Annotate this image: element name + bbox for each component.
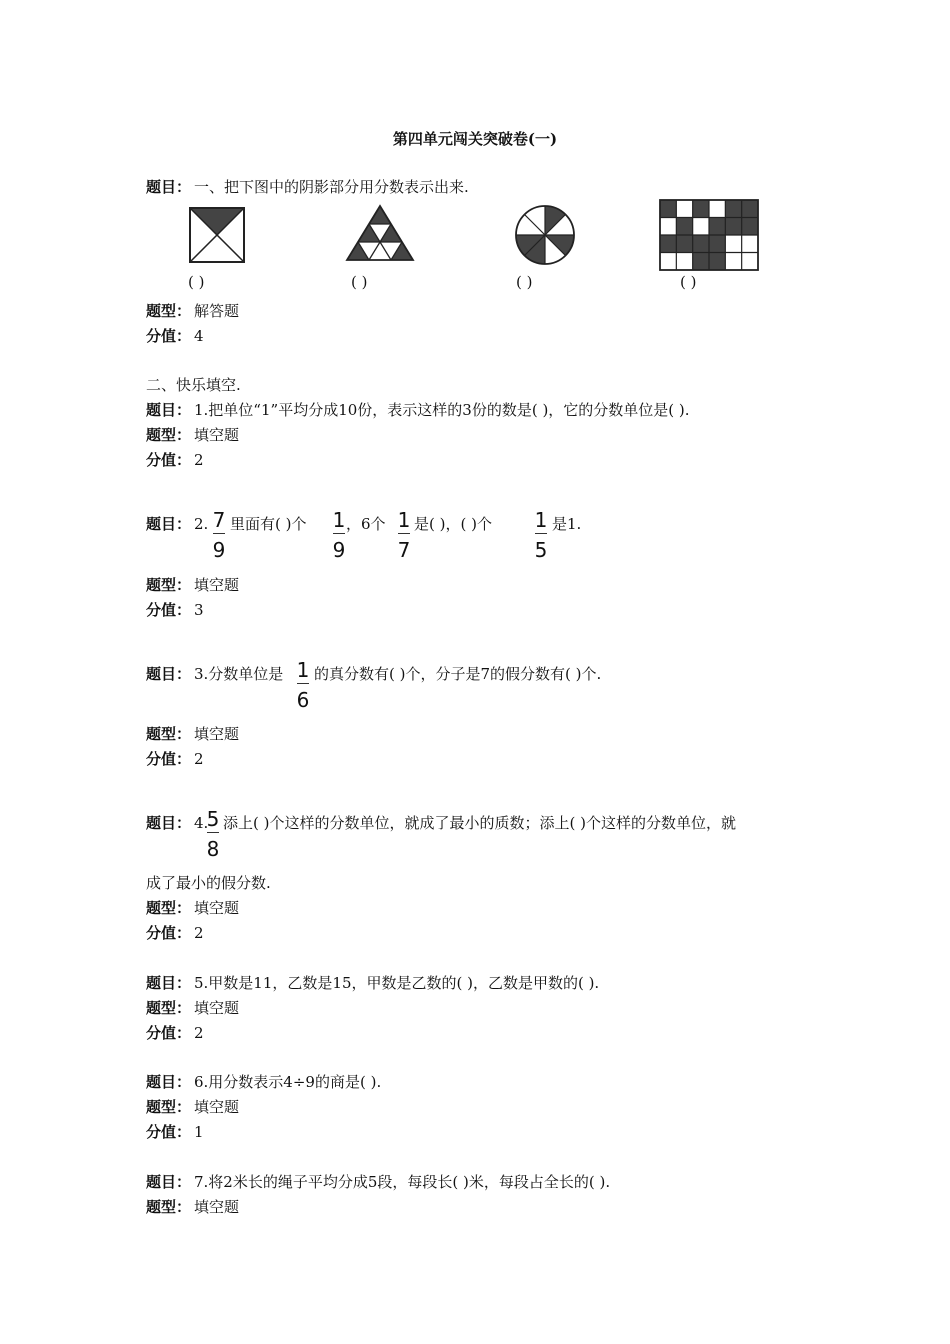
question-label: 题目： (146, 974, 192, 992)
fraction-bar (333, 533, 345, 534)
type-label: 题型： (146, 1198, 192, 1216)
question-label: 题目： (146, 814, 192, 832)
question-label: 题目： (146, 401, 192, 419)
score-label: 分值： (146, 1123, 192, 1141)
fraction-denominator: 9 (212, 538, 226, 562)
fraction-bar (398, 533, 410, 534)
question-label: 题目： (146, 1173, 192, 1191)
question-label: 题目： (146, 665, 192, 683)
score-value: 2 (194, 451, 204, 469)
answer-blank[interactable]: ( ) (188, 273, 205, 291)
fraction-denominator: 7 (397, 538, 411, 562)
score-label: 分值： (146, 601, 192, 619)
answer-blank[interactable]: ( ) (680, 273, 697, 291)
score-value: 4 (194, 327, 204, 345)
fraction-bar (207, 832, 219, 833)
question-label: 题目： (146, 1073, 192, 1091)
score-value: 2 (194, 750, 204, 768)
fraction-bar (535, 533, 547, 534)
question-text: 3.分数单位是 (194, 665, 284, 683)
fraction-denominator: 8 (206, 837, 220, 861)
answer-blank[interactable]: ( ) (351, 273, 368, 291)
section-heading: 二、快乐填空. (146, 376, 241, 394)
score-label: 分值： (146, 327, 192, 345)
score-label: 分值： (146, 750, 192, 768)
question-text: 添上( )个这样的分数单位，就成了最小的质数；添上( )个这样的分数单位，就 (223, 814, 736, 832)
type-label: 题型： (146, 725, 192, 743)
score-label: 分值： (146, 924, 192, 942)
fraction-numerator: 5 (206, 807, 220, 831)
type-value: 填空题 (194, 725, 240, 743)
fraction-numerator: 1 (296, 658, 310, 682)
question-text: 6.用分数表示4÷9的商是( ). (194, 1073, 382, 1091)
type-value: 填空题 (194, 426, 240, 444)
fraction-numerator: 1 (534, 508, 548, 532)
type-value: 填空题 (194, 1198, 240, 1216)
answer-blank[interactable]: ( ) (516, 273, 533, 291)
question-text: 一、把下图中的阴影部分用分数表示出来. (194, 178, 469, 196)
fraction-numerator: 1 (397, 508, 411, 532)
question-label: 题目： (146, 515, 192, 533)
score-value: 1 (194, 1123, 204, 1141)
type-label: 题型： (146, 999, 192, 1017)
type-value: 解答题 (194, 302, 240, 320)
type-label: 题型： (146, 899, 192, 917)
figure-triangle (345, 204, 415, 262)
question-text: 的真分数有( )个，分子是7的假分数有( )个. (314, 665, 602, 683)
fraction-bar (297, 683, 309, 684)
score-label: 分值： (146, 451, 192, 469)
score-value: 3 (194, 601, 204, 619)
fraction-bar (213, 533, 225, 534)
type-value: 填空题 (194, 999, 240, 1017)
score-value: 2 (194, 924, 204, 942)
fraction-denominator: 5 (534, 538, 548, 562)
type-value: 填空题 (194, 1098, 240, 1116)
question-text: 2. (194, 515, 209, 533)
question-text: 1.把单位“1”平均分成10份，表示这样的3份的数是( )，它的分数单位是( ). (194, 401, 690, 419)
question-text: 4. (194, 814, 209, 832)
score-label: 分值： (146, 1024, 192, 1042)
fraction-numerator: 1 (332, 508, 346, 532)
type-label: 题型： (146, 576, 192, 594)
figure-circle (514, 204, 576, 266)
type-label: 题型： (146, 302, 192, 320)
fraction-denominator: 6 (296, 688, 310, 712)
type-value: 填空题 (194, 899, 240, 917)
page-title: 第四单元闯关突破卷(一) (392, 130, 558, 148)
fraction-numerator: 7 (212, 508, 226, 532)
question-label: 题目： (146, 178, 192, 196)
question-text: 7.将2米长的绳子平均分成5段，每段长( )米，每段占全长的( ). (194, 1173, 611, 1191)
question-text: 5.甲数是11，乙数是15，甲数是乙数的( )，乙数是甲数的( ). (194, 974, 600, 992)
type-value: 填空题 (194, 576, 240, 594)
question-text-continued: 成了最小的假分数. (146, 874, 271, 892)
question-text: ，6个 (346, 515, 386, 533)
question-text: 是( )，( )个 (414, 515, 492, 533)
figure-grid (659, 199, 759, 271)
type-label: 题型： (146, 426, 192, 444)
question-text: 是1. (552, 515, 582, 533)
question-text: 里面有( )个 (230, 515, 307, 533)
score-value: 2 (194, 1024, 204, 1042)
type-label: 题型： (146, 1098, 192, 1116)
figure-square (189, 207, 245, 263)
fraction-denominator: 9 (332, 538, 346, 562)
